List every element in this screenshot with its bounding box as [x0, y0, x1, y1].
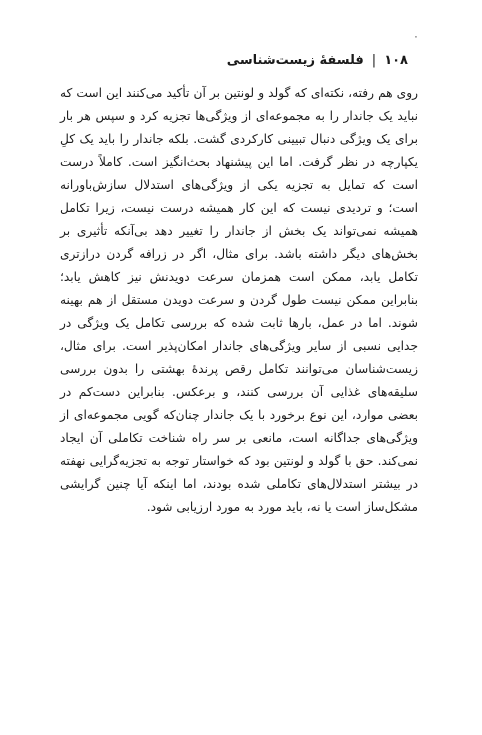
running-header	[227, 53, 408, 68]
page-corner-mark: ۰	[413, 30, 419, 43]
header-separator: |	[371, 53, 377, 68]
page-number: ۱۰۸	[384, 53, 408, 68]
body-paragraph: روی هم رفته، نکته‌ای که گولد و لونتین بر آن تأکید می‌کنند این است که نباید یک جاندار را به مجموعه‌ای از ویژگی‌ها تجزیه کرد و سپس هر بار برای یک ویژگی دنبال تبیینی کارکردی گشت. بلکه جاندار را باید یک کلِ یکپارچه در نظر گرفت. اما این پیشنهاد بحث‌انگیز است. کاملاً درست است که تمایل به تجزیه یکی از ویژگی‌های استدلال سازش‌باورانه است؛ و تردیدی نیست که این کار همیشه درست نیست، زیرا تکامل همیشه نمی‌تواند یک بخش از جاندار را تغییر دهد بی‌آنکه تأثیری بر بخش‌های دیگر داشته باشد. برای مثال، اگر در زرافه گردن درازتری تکامل یابد، ممکن است همزمان سرعت دویدنش نیز کاهش یابد؛ بنابراین ممکن نیست طول گردن و سرعت دویدن مستقل از هم بهینه شوند. اما در عمل، بارها ثابت شده که بررسی تکامل یک ویژگی در جدایی نسبی از سایر ویژگی‌های جاندار امکان‌پذیر است. برای مثال، زیست‌شناسان می‌توانند تکامل رقص پرندهٔ بهشتی را بدون بررسی سلیقه‌های غذایی آن بررسی کنند، و برعکس. بنابراین دست‌کم در بعضی موارد، این نوع برخورد با یک جاندار چنان‌که گویی مجموعه‌ای از ویژگی‌های جداگانه است، مانعی بر سر راه شناخت تکاملی آن ایجاد نمی‌کند. حق با گولد و لونتین بود که خواستار توجه به تجزیه‌گرایی نهفته در بیشتر استدلال‌های تکاملی شده بودند، اما اینکه آیا چنین گرایشی مشکل‌ساز است یا نه، باید مورد به مورد ارزیابی شود.	[60, 86, 418, 514]
book-title: فلسفهٔ زیست‌شناسی	[226, 53, 364, 68]
